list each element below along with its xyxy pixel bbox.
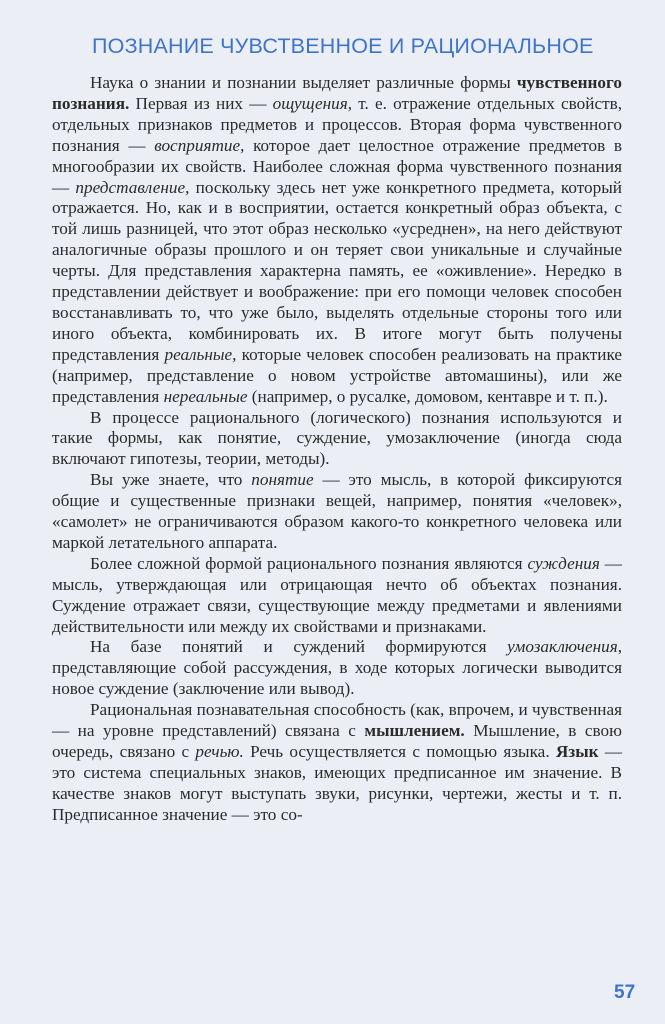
paragraph (52, 554, 622, 638)
text-run: (например, о русалке, домовом, кентавре и т. п.). (247, 386, 608, 406)
italic-term: понятие (251, 470, 314, 490)
italic-term: умозаключения (507, 637, 618, 657)
page-number: 57 (614, 982, 636, 1003)
text-run: Рациональная познавательная способность (как, впрочем, и чувственная — на уровне представлений) связана с (52, 700, 622, 741)
bold-term: мышлением. (364, 721, 465, 741)
page-title: ПОЗНАНИЕ ЧУВСТВЕННОЕ И РАЦИОНАЛЬНОЕ (92, 34, 594, 58)
paragraph (52, 700, 622, 825)
paragraph (52, 470, 622, 554)
text-run: Первая из них — (129, 93, 273, 113)
text-run: Наука о знании и познании выделяет различные формы (90, 73, 517, 92)
italic-term: ощущения (272, 93, 348, 113)
italic-term: суждения (527, 553, 600, 573)
paragraph (52, 637, 622, 700)
bold-term: чувственного познания. (52, 73, 622, 113)
text-run: — мысль, утверждающая или отрицающая нечто об объектах познания. Суждение отражает связи, существующие между предметами и явлениями действительности или между их свойствами и признаками. (52, 553, 622, 636)
italic-term: восприятие (154, 135, 241, 155)
italic-term: речью. (195, 742, 244, 761)
text-run: Речь осуществляется с помощью языка. (243, 742, 556, 761)
text-run: , поскольку здесь нет уже конкретного предмета, который отражается. Но, как и в восприятии, остается конкретный образ объекта, с той лишь разницей, что этот образ несколько «усреднен», на него действуют аналогичные образы прошлого и он теряет свои уникальные и случайные черты. Для представления характерна память, ее «оживление». Нередко в представлении действует и воображение: при его помощи человек способен восстанавливать то, что уже было, выделять отдельные стороны того или иного объекта, комбинировать их. В итоге могут быть получены представления (52, 177, 622, 364)
body-text (52, 73, 622, 826)
text-run: Мышление, в свою очередь, связано с (52, 721, 622, 761)
italic-term: представление (75, 177, 186, 197)
text-run: — это система специальных знаков, имеющих предписанное им значение. В качестве знаков могут выступать звуки, рисунки, чертежи, жесты и т. п. Предписанное значение — это со- (52, 742, 623, 824)
text-run: , которое дает целостное отражение предметов в многообразии их свойств. Наиболее сложная форма чувственного познания — (52, 135, 623, 197)
bold-term: Язык (555, 742, 599, 761)
text-run: — это мысль, в которой фиксируются общие и существенные признаки вещей, например, понятия «человек», «самолет» не ограничиваются образом какого-то конкретного человека или маркой летательного аппарата. (52, 470, 623, 552)
text-run: На базе понятий и суждений формируются (90, 637, 508, 657)
text-run: Более сложной формой рационального познания являются (90, 553, 528, 573)
paragraph: В процессе рационального (логического) познания используются и такие формы, как понятие, суждение, умозаключение (иногда сюда включают гипотезы, теории, методы). (52, 407, 622, 469)
paragraph (52, 73, 622, 408)
text-run: , представляющие собой рассуждения, в ходе которых логически выводится новое суждение (заключение или вывод). (52, 637, 622, 699)
text-run: , которые человек способен реализовать на практике (например, представление о новом устройстве автомашины), или же представления (52, 344, 622, 406)
italic-term: реальные (164, 344, 233, 364)
italic-term: нереальные (163, 386, 248, 406)
text-run: , т. е. отражение отдельных свойств, отдельных признаков предметов и процессов. Вторая форма чувственного познания — (52, 93, 622, 155)
text-run: Вы уже знаете, что (90, 470, 252, 490)
